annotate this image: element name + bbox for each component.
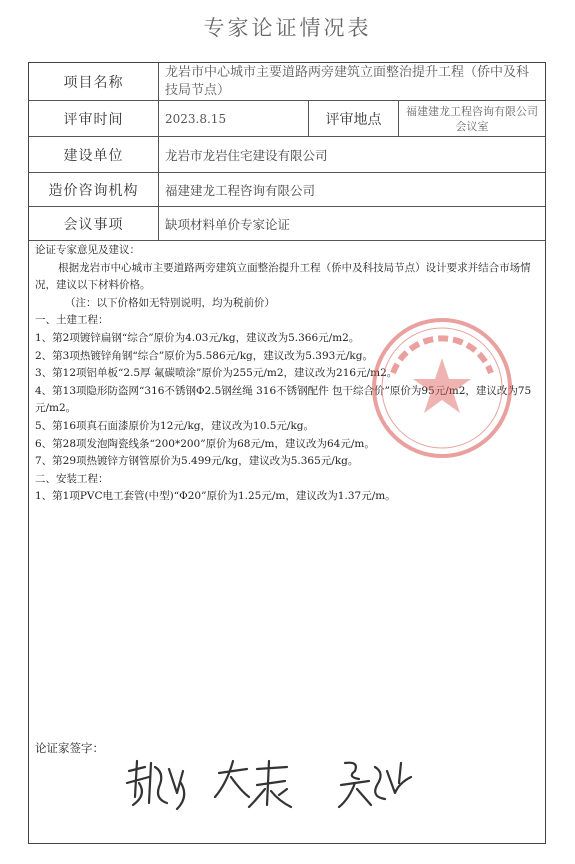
review-time-value: 2023.8.15 [159, 101, 309, 136]
row-builder [29, 137, 545, 173]
review-time-label: 评审时间 [29, 101, 159, 136]
row-meeting [29, 207, 545, 241]
review-place-value: 福建建龙工程咨询有限公司会议室 [406, 104, 538, 133]
section2-item: 1、第1项PVC电工套管(中型)“Φ20”原价为1.25元/m，建议改为1.37元/m。 [35, 490, 396, 503]
builder-label: 建设单位 [29, 137, 159, 172]
project-name-value: 龙岩市中心城市主要道路两旁建筑立面整治提升工程（侨中及科技局节点） [165, 64, 530, 98]
row-review [29, 101, 545, 137]
consult-label: 造价咨询机构 [29, 173, 159, 206]
project-name-label: 项目名称 [29, 63, 159, 100]
section1-item: 3、第12项铝单板“2.5厚 氟碳喷涂”原价为255元/m2，建议改为216元/m2。 [35, 367, 398, 380]
section1-item: 5、第16项真石面漆原价为12元/kg，建议改为10.5元/kg。 [35, 419, 315, 432]
opinion-heading: 论证专家意见及建议： [35, 244, 140, 256]
row-consult [29, 173, 545, 207]
section1-item: 7、第29项热镀锌方钢管原价为5.499元/kg，建议改为5.365元/kg。 [35, 455, 359, 468]
opinion-note: （注：以下价格如无特别说明，均为税前价） [65, 296, 275, 309]
section2-title: 二、安装工程： [35, 472, 109, 485]
opinion-intro: 根据龙岩市中心城市主要道路两旁建筑立面整治提升工程（侨中及科技局节点）设计要求并结合市场情况，建议以下材料价格。 [35, 261, 531, 292]
company-seal-stamp [367, 313, 517, 463]
row-project-name [29, 63, 545, 101]
section1-title: 一、土建工程： [35, 314, 109, 327]
section1-item: 1、第2项镀锌扁钢“综合”原价为4.03元/kg，建议改为5.366元/m2。 [35, 331, 360, 344]
form-table [28, 62, 546, 844]
handwritten-signatures [119, 753, 449, 823]
document-title: 专家论证情况表 [203, 16, 372, 40]
review-place-label: 评审地点 [309, 101, 399, 136]
section1-item: 6、第28项发泡陶瓷线条“200*200”原价为68元/m，建议改为64元/m。 [35, 437, 375, 450]
signature-label: 论证家签字： [35, 741, 104, 755]
section1-item: 4、第13项隐形防盗网“316不锈钢Φ2.5钢丝绳 316不锈钢配件 包干综合价”原价为95元/m2，建议改为75元/m2。 [35, 384, 532, 415]
consult-value: 福建建龙工程咨询有限公司 [165, 182, 316, 198]
meeting-label: 会议事项 [29, 207, 159, 240]
builder-value: 龙岩市龙岩住宅建设有限公司 [165, 147, 328, 163]
section1-item: 2、第3项热镀锌角钢“综合”原价为5.586元/kg，建议改为5.393元/kg。 [35, 349, 373, 362]
meeting-value: 缺项材料单价专家论证 [165, 216, 291, 232]
